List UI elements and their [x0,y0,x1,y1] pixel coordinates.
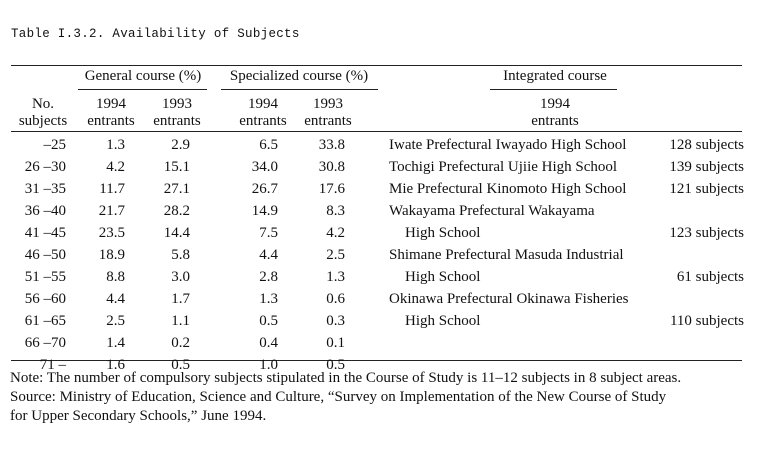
specialized-1993-header [297,96,359,130]
row-subjects-range: 41 –45 [24,225,66,241]
row-value-g94: 8.8 [106,269,125,285]
row-value-s94: 6.5 [259,137,278,153]
row-value-s94: 4.4 [259,247,278,263]
data-table-body [0,134,372,376]
integrated-course-header: Integrated course [503,68,607,84]
row-value-g93: 0.5 [171,357,190,373]
school-name: Wakayama Prefectural Wakayama [389,203,595,219]
no-subjects-header-line1: No. [31,96,55,112]
entrants-label: entrants [239,113,287,129]
row-value-s93: 1.3 [326,269,345,285]
row-subjects-range: 71 – [39,357,66,373]
row-value-g93: 27.1 [163,181,190,197]
entrants-label: entrants [531,113,579,129]
general-1993-header [146,96,208,130]
row-subjects-range: 56 –60 [24,291,66,307]
row-value-g94: 23.5 [98,225,125,241]
table-row [0,266,372,288]
year-label: 1993 [313,96,343,112]
school-name-continued: High School [405,313,481,329]
table-row [0,178,372,200]
row-value-s93: 8.3 [326,203,345,219]
subject-count: 110 subjects [669,313,744,329]
row-value-s93: 0.1 [326,335,345,351]
row-value-g94: 1.6 [106,357,125,373]
integrated-school-item [389,134,744,156]
row-value-g94: 18.9 [98,247,125,263]
table-row [0,332,372,354]
school-name: Tochigi Prefectural Ujiie High School [389,159,618,175]
row-value-g93: 0.2 [171,335,190,351]
year-label: 1994 [248,96,278,112]
row-value-g93: 14.4 [163,225,190,241]
row-value-s94: 2.8 [259,269,278,285]
table-row [0,200,372,222]
entrants-label: entrants [87,113,135,129]
row-value-s94: 0.5 [259,313,278,329]
row-value-g93: 2.9 [171,137,190,153]
top-rule [11,65,742,66]
row-value-g94: 2.5 [106,313,125,329]
integrated-1994-header [520,96,590,130]
source-line-2: for Upper Secondary Schools,” June 1994. [10,408,267,424]
row-subjects-range: –25 [43,137,66,153]
entrants-label: entrants [304,113,352,129]
row-value-s93: 4.2 [326,225,345,241]
row-value-g94: 4.4 [106,291,125,307]
header-rule [11,131,742,132]
general-course-underline [78,89,207,90]
row-value-s94: 34.0 [251,159,278,175]
general-1994-header [80,96,142,130]
row-value-g93: 28.2 [163,203,190,219]
school-name: Mie Prefectural Kinomoto High School [389,181,627,197]
integrated-school-item [389,156,744,178]
row-value-s93: 17.6 [318,181,345,197]
table-caption: Table I.3.2. Availability of Subjects [11,27,300,41]
row-subjects-range: 36 –40 [24,203,66,219]
row-value-s94: 1.0 [259,357,278,373]
year-label: 1994 [540,96,570,112]
integrated-school-item [389,200,744,244]
no-subjects-header [8,96,78,130]
school-name: Okinawa Prefectural Okinawa Fisheries [389,291,629,307]
row-subjects-range: 61 –65 [24,313,66,329]
row-value-s93: 0.5 [326,357,345,373]
table-note: Note: The number of compulsory subjects stipulated in the Course of Study is 11–12 subjects in 8 subject areas. [10,370,682,386]
entrants-label: entrants [153,113,201,129]
table-row [0,222,372,244]
table-row [0,134,372,156]
row-value-s93: 0.3 [326,313,345,329]
integrated-school-item [389,288,744,332]
row-value-g93: 5.8 [171,247,190,263]
integrated-course-list [389,134,744,332]
row-value-g93: 1.1 [171,313,190,329]
year-label: 1993 [162,96,192,112]
table-row [0,156,372,178]
row-value-s94: 0.4 [259,335,278,351]
source-line-1: Source: Ministry of Education, Science and Culture, “Survey on Implementation of the New Course of Study [10,389,667,405]
no-subjects-header-line2: subjects [18,113,68,129]
row-value-g94: 11.7 [99,181,125,197]
row-value-s93: 0.6 [326,291,345,307]
integrated-school-item [389,178,744,200]
year-label: 1994 [96,96,126,112]
row-subjects-range: 31 –35 [24,181,66,197]
row-value-g94: 1.3 [106,137,125,153]
row-value-s94: 26.7 [251,181,278,197]
table-row [0,244,372,266]
specialized-course-underline [221,89,378,90]
subject-count: 123 subjects [669,225,744,241]
row-value-s93: 33.8 [318,137,345,153]
row-subjects-range: 51 –55 [24,269,66,285]
school-name-continued: High School [405,269,481,285]
row-value-g93: 3.0 [171,269,190,285]
school-name: Shimane Prefectural Masuda Industrial [389,247,624,263]
row-value-s94: 7.5 [259,225,278,241]
row-value-s93: 30.8 [318,159,345,175]
subject-count: 139 subjects [669,159,744,175]
school-name-continued: High School [405,225,481,241]
row-subjects-range: 66 –70 [24,335,66,351]
row-value-g94: 21.7 [98,203,125,219]
integrated-school-item [389,244,744,288]
row-value-g94: 4.2 [106,159,125,175]
row-value-g94: 1.4 [106,335,125,351]
row-subjects-range: 26 –30 [24,159,66,175]
row-subjects-range: 46 –50 [24,247,66,263]
subject-count: 121 subjects [669,181,744,197]
row-value-s94: 1.3 [259,291,278,307]
row-value-g93: 1.7 [171,291,190,307]
table-row [0,310,372,332]
row-value-g93: 15.1 [163,159,190,175]
general-course-header: General course (%) [84,68,202,84]
specialized-course-header: Specialized course (%) [229,68,369,84]
subject-count: 128 subjects [669,137,744,153]
row-value-s93: 2.5 [326,247,345,263]
subject-count: 61 subjects [676,269,744,285]
specialized-1994-header [232,96,294,130]
row-value-s94: 14.9 [251,203,278,219]
school-name: Iwate Prefectural Iwayado High School [389,137,627,153]
integrated-course-underline [490,89,617,90]
table-row [0,288,372,310]
